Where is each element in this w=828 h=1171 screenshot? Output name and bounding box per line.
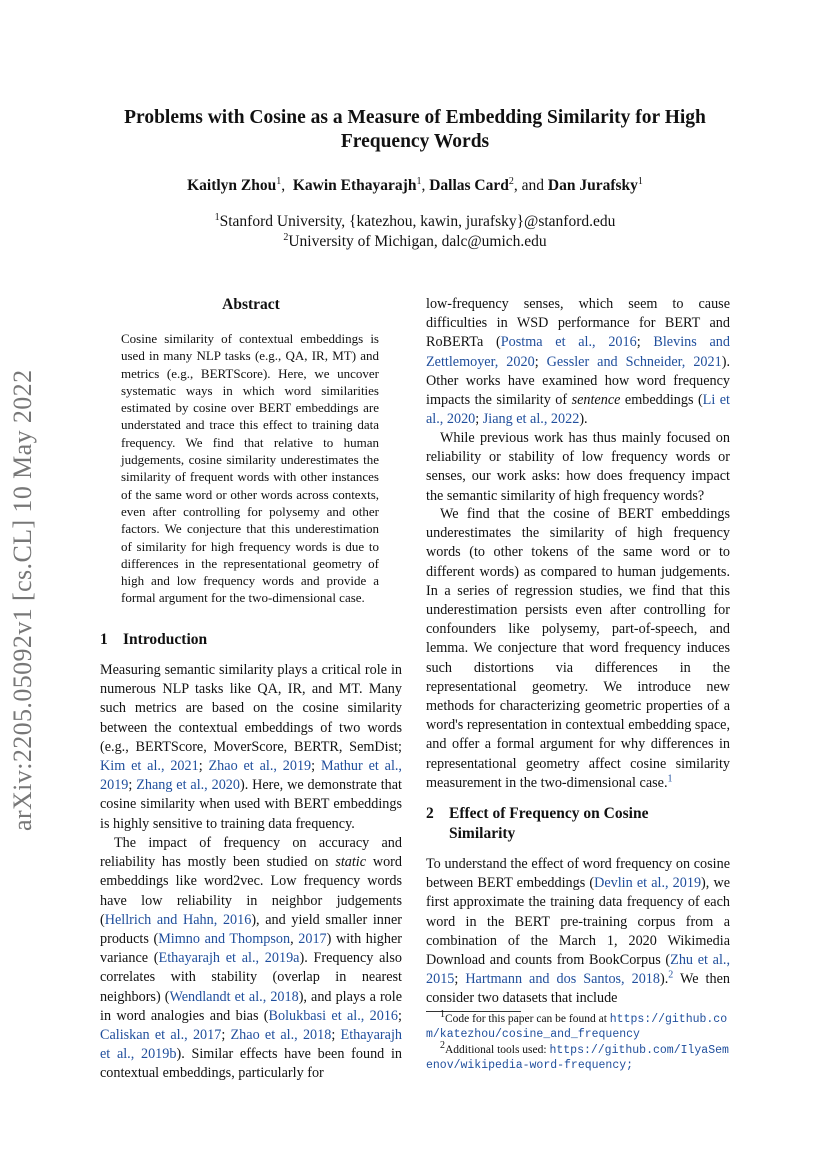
text-run: low-frequency senses, which seem to cause difficulties in WSD performance for BERT and RoBERTa (: [426, 296, 730, 351]
affiliation-line: [90, 212, 740, 232]
footnote-ref[interactable]: 1: [667, 773, 673, 785]
footnote-text: Code for this paper can be found at: [445, 1013, 607, 1025]
author-name: Dallas Card: [429, 177, 509, 194]
citation-link[interactable]: Zhao et al., 2019: [208, 758, 312, 775]
col2-paragraph-2: [426, 429, 730, 506]
citation-link[interactable]: 2017: [298, 931, 327, 948]
citation-link[interactable]: Mimno and Thompson: [158, 931, 291, 948]
text-run: ).: [659, 971, 669, 988]
author-affil-mark: 1: [637, 175, 643, 187]
author-affil-mark: 1: [416, 175, 422, 187]
author-name: Kawin Ethayarajh: [292, 177, 417, 194]
citation-link[interactable]: Bolukbasi et al., 2016: [268, 1007, 399, 1024]
emphasis: static: [335, 854, 367, 871]
footnote-url[interactable]: https://github.com/IlyaSemenov/wikipedia-word-frequency;: [426, 1044, 729, 1072]
abstract-heading: Abstract: [222, 296, 280, 313]
arxiv-stamp: arXiv:2205.05092v1 [cs.CL] 10 May 2022: [8, 369, 37, 831]
citation-link[interactable]: Caliskan et al., 2017: [100, 1027, 222, 1044]
citation-link[interactable]: Blevins and Zettlemoyer, 2020: [426, 334, 730, 370]
paper-title: Problems with Cosine as a Measure of Embedding Similarity for High Frequency Words: [124, 107, 706, 152]
text-run: ) with higher variance (: [100, 931, 403, 967]
text-run: The impact of frequency on accuracy and reliability has mostly been studied on: [100, 835, 402, 871]
section-title: Effect of Frequency on Cosine Similarity: [449, 805, 649, 842]
citation-link[interactable]: Mathur et al., 2019: [100, 758, 402, 794]
text-run: ). Similar effects have been found in contextual embeddings, particularly for: [100, 1046, 403, 1082]
affiliation-text: University of Michigan, dalc@umich.edu: [288, 233, 547, 250]
author-name: Kaitlyn Zhou: [187, 177, 277, 194]
text-run: ), and plays a role in word analogies and bias (: [100, 988, 402, 1024]
col2-paragraph-3: [426, 505, 730, 793]
section-number: 1: [100, 631, 108, 648]
section-title: Introduction: [123, 631, 208, 648]
col2-paragraph-1: low-frequency senses, which seem to cause difficulties in WSD performance for BERT and RoBERTa (Postma et al., 2016; Blevins and Zettlemoyer, 2020; Gessler and Schneider, 2021). Other works have examined how word frequency impacts the similarity of sentence embeddings (Li et al., 2020; Jiang et al., 2022).: [426, 296, 730, 428]
intro-paragraph-2: The impact of frequency on accuracy and reliability has mostly been studied on static word embeddings like word2vec. Low frequency words have low reliability in neighbor judgements (Hellrich and Hahn, 2016), and yield smaller inner products (Mimno and Thompson, 2017) with higher variance (Ethayarajh et al., 2019a). Frequency also correlates with stability (overlap in nearest neighbors) (Wendlandt et al., 2018), and plays a role in word analogies and bias (Bolukbasi et al., 2016; Caliskan et al., 2017; Zhao et al., 2018; Ethayarajh et al., 2019b). Similar effects have been found in contextual embeddings, particularly for: [100, 835, 403, 1082]
footnotes: [426, 1009, 730, 1073]
text-run: Measuring semantic similarity plays a critical role in numerous NLP tasks like QA, IR, and MT. Many such metrics are based on the cosine similarity between the contextual embeddings of two words (e.g., BERTScore, MoverScore, BERTR, SemDist;: [100, 662, 402, 755]
section-heading-introduction: [100, 630, 402, 650]
abstract-body: Cosine similarity of contextual embeddings is used in many NLP tasks (e.g., QA, IR, MT) and metrics (e.g., BERTScore). Here, we uncover systematic ways in which word similarities estimated by cosine over BERT embeddings are understated and trace this effect to training data frequency. We find that relative to human judgements, cosine similarity underestimates the similarity of frequent words with other instances of the same word or other words across contexts, even after controlling for polysemy and other factors. We conjecture that this underestimation of similarity for high frequency words is due to differences in the representational geometry of high and low frequency words and provide a formal argument for the two-dimensional case.: [121, 331, 379, 606]
citation-link[interactable]: Hartmann and dos Santos, 2018: [465, 971, 660, 988]
citation-link[interactable]: Zhu et al., 2015: [426, 952, 730, 988]
text-run: We then consider two datasets that include: [426, 971, 730, 1007]
citation-link[interactable]: Ethayarajh et al., 2019a: [158, 950, 300, 967]
author-list: Kaitlyn Zhou$^1$, Kawin Ethayarajh$^1$, Dallas Card$^2$, and Dan Jurafsky$^1$: [187, 175, 643, 194]
footnote-2: [426, 1040, 730, 1073]
text-run: ), we first approximate the training data frequency of each word in the BERT pre-training corpus from a combination of the March 1, 2020 Wikimedia Download and counts from BookCorpus (: [426, 875, 730, 969]
author-affil-mark: 1: [276, 175, 282, 187]
affil-mark: 1: [214, 211, 220, 223]
footnote-ref[interactable]: 2: [668, 969, 674, 981]
footnote-url[interactable]: https://github.com/katezhou/cosine_and_frequency: [426, 1013, 728, 1041]
text-run: ). Other works have examined how word frequency impacts the similarity of: [426, 353, 730, 409]
citation-link[interactable]: Wendlandt et al., 2018: [169, 988, 299, 1005]
citation-link[interactable]: Hellrich and Hahn, 2016: [104, 911, 252, 928]
citation-link[interactable]: Zhang et al., 2020: [136, 777, 240, 794]
affil-mark: 2: [283, 231, 289, 243]
footnote-number: 1: [440, 1009, 445, 1021]
text-run: To understand the effect of word frequency on cosine between BERT embeddings (: [426, 856, 730, 892]
intro-paragraph-1: Measuring semantic similarity plays a critical role in numerous NLP tasks like QA, IR, and MT. Many such metrics are based on the cosine similarity between the contextual embeddings of two words (e.g., BERTScore, MoverScore, BERTR, SemDist; Kim et al., 2021; Zhao et al., 2019; Mathur et al., 2019; Zhang et al., 2020). Here, we demonstrate that cosine similarity when used with BERT embeddings is highly sensitive to training data frequency.: [100, 662, 402, 832]
footnote-1: [426, 1009, 730, 1042]
section-number: 2: [426, 805, 434, 822]
affiliations: [90, 212, 740, 252]
citation-link[interactable]: Zhao et al., 2018: [230, 1027, 332, 1044]
text-run: ), and yield smaller inner products (: [100, 911, 402, 948]
author-name: Dan Jurafsky: [547, 177, 638, 194]
footnote-number: 2: [440, 1040, 445, 1052]
text-run: ). Here, we demonstrate that cosine similarity when used with BERT embeddings is highly sensitive to training data frequency.: [100, 777, 402, 832]
citation-link[interactable]: Gessler and Schneider, 2021: [546, 353, 722, 370]
citation-link[interactable]: Li et al., 2020: [426, 392, 730, 428]
author-affil-mark: 2: [508, 175, 514, 187]
text-run: ). Frequency also correlates with stability (overlap in nearest neighbors) (: [100, 950, 402, 1005]
citation-link[interactable]: Ethayarajh et al., 2019b: [100, 1027, 402, 1063]
text-run: word embeddings like word2vec. Low frequency words have low reliability in neighbor judgements (: [100, 854, 403, 928]
text-run: We find that the cosine of BERT embeddings underestimates the similarity of high frequency words (to other tokens of the same word or to different words) as compared to human judgements. In a series of regression studies, we find that this underestimation persists even after controlling for confounders like polysemy, part-of-speech, and lemma. We conjecture that word frequency induces such distortions via differences in the representational geometry. We introduce new methods for characterizing geometric properties of a word's representation in contextual embedding space, and offer a formal argument for why differences in representational geometry affect cosine similarity measurement in the two-dimensional case.: [426, 506, 730, 791]
citation-link[interactable]: Devlin et al., 2019: [594, 875, 702, 892]
col2-paragraph-4: To understand the effect of word frequency on cosine between BERT embeddings (Devlin et al., 2019), we first approximate the training data frequency of each word in the BERT pre-training corpus from a combination of the March 1, 2020 Wikimedia Download and counts from BookCorpus (Zhu et al., 2015; Hartmann and dos Santos, 2018).$^2$ We then consider two datasets that include: [426, 856, 730, 1007]
citation-link[interactable]: Jiang et al., 2022: [482, 411, 580, 428]
affiliation-line: [90, 232, 740, 252]
section-heading-effect: [426, 804, 730, 844]
author-conjunction: and: [521, 177, 545, 194]
citation-link[interactable]: Postma et al., 2016: [500, 334, 637, 351]
footnote-text: Additional tools used:: [445, 1044, 547, 1056]
emphasis: sentence: [571, 392, 621, 409]
paragraph-text: While previous work has thus mainly focused on reliability or stability of low frequency words or senses, our work asks: how does frequency impact the semantic similarity of high frequency words?: [426, 430, 730, 504]
text-run: embeddings (: [624, 392, 703, 409]
citation-link[interactable]: Kim et al., 2021: [100, 758, 199, 775]
text-run: ).: [579, 411, 588, 428]
affiliation-text: Stanford University, {katezhou, kawin, jurafsky}@stanford.edu: [219, 213, 616, 230]
